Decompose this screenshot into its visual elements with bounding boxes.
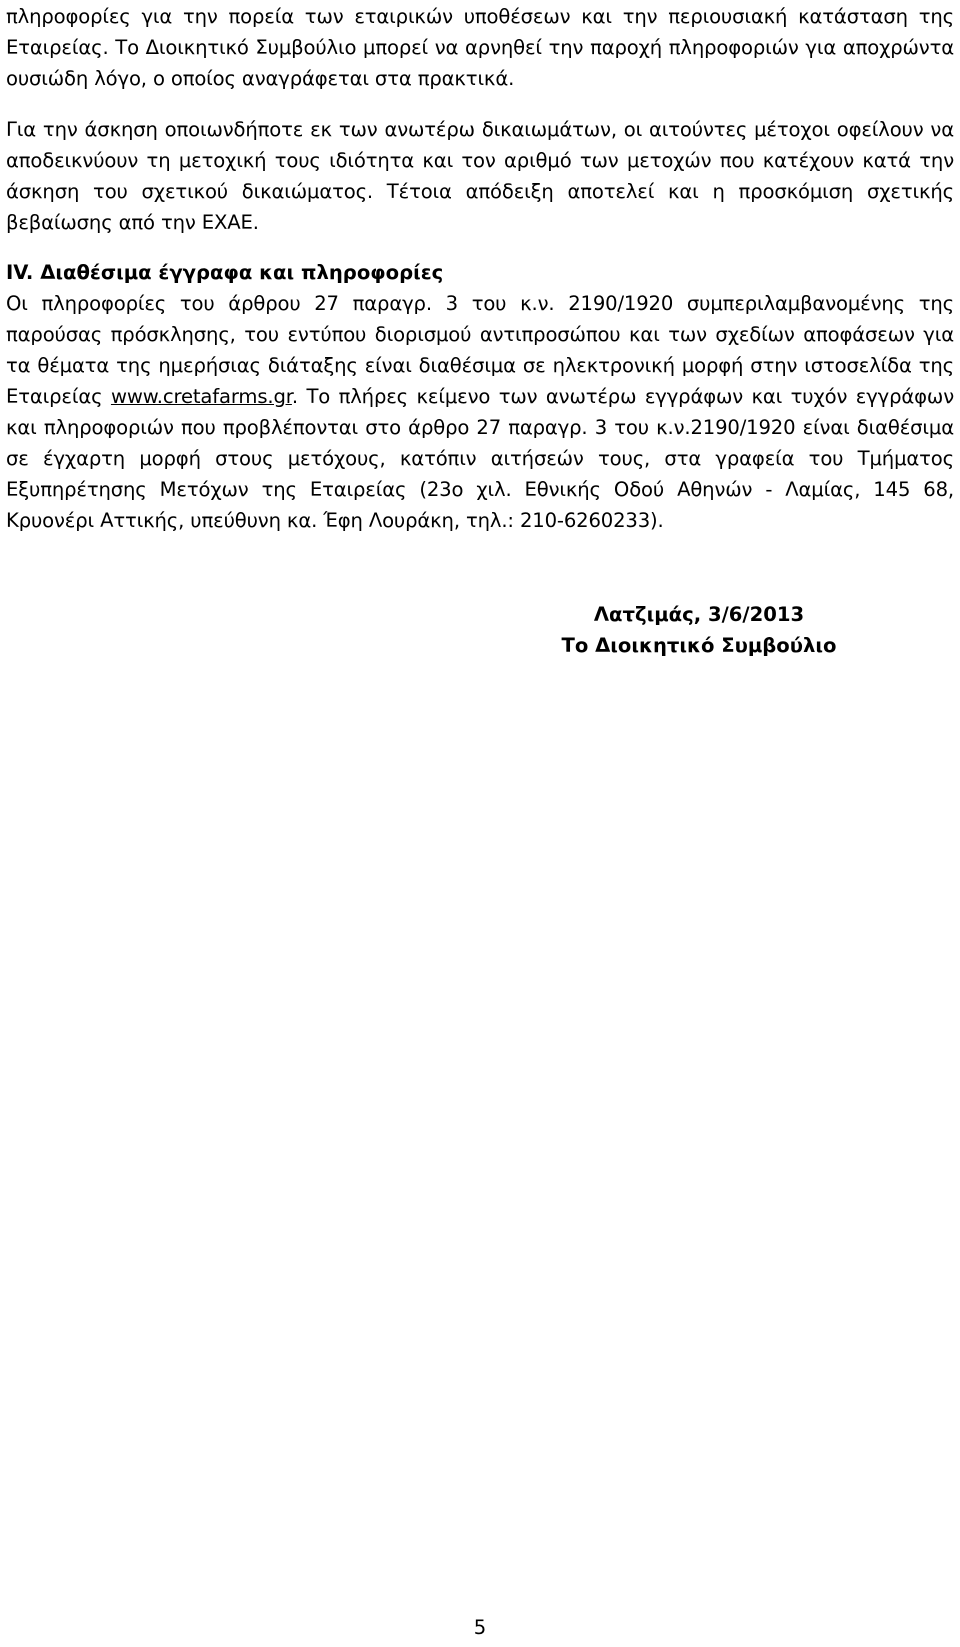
paragraph-shareholder-info: πληροφορίες για την πορεία των εταιρικών υποθέσεων και την περιουσιακή κατάσταση της Εταιρείας. Το Διοικητικό Συμβούλιο μπορεί να αρνηθεί την παροχή πληροφοριών για αποχρώντα ουσιώδη λόγο, ο οποίος αναγράφεται στα πρακτικά. (6, 5, 954, 90)
paragraph-text-before-link: Οι πληροφορίες του άρθρου 27 παραγρ. 3 του κ.ν. 2190/1920 συμπεριλαμβανομένης της παρούσας πρόσκλησης, του εντύπου διορισμού αντιπροσώπου και των σχεδίων αποφάσεων για τα θέματα της ημερήσιας διάταξης είναι διαθέσιμα σε ηλεκτρονική μορφή στην ιστοσελίδα της Εταιρείας (6, 292, 954, 408)
signature-signatory: Το Διοικητικό Συμβούλιο (561, 634, 837, 657)
signature-block (549, 599, 849, 661)
paragraph-rights-exercise: Για την άσκηση οποιωνδήποτε εκ των ανωτέρω δικαιωμάτων, οι αιτούντες μέτοχοι οφείλουν να αποδεικνύουν τη μετοχική τους ιδιότητα και τον αριθμό των μετοχών που κατέχουν κατά την άσκηση του σχετικού δικαιώματος. Τέτοια απόδειξη αποτελεί και η προσκόμιση σχετικής βεβαίωσης από την ΕΧΑΕ. (6, 118, 954, 234)
paragraph-available-documents (6, 288, 954, 536)
page-number: 5 (473, 1616, 487, 1639)
website-link[interactable]: www.cretafarms.gr (110, 385, 292, 408)
section-heading-available-documents: IV. Διαθέσιμα έγγραφα και πληροφορίες (6, 261, 444, 284)
paragraph-text-after-link: . Το πλήρες κείμενο των ανωτέρω εγγράφων και τυχόν εγγράφων και πληροφοριών που προβλέπονται στο άρθρο 27 παραγρ. 3 του κ.ν.2190/1920 είναι διαθέσιμα σε έγχαρτη μορφή στους μετόχους, κατόπιν αιτήσεών τους, στα γραφεία του Τμήματος Εξυπηρέτησης Μετόχων της Εταιρείας (23ο χιλ. Εθνικής Οδού Αθηνών - Λαμίας, 145 68, Κρυονέρι Αττικής, υπεύθυνη κα. Έφη Λουράκη, τηλ.: 210-6260233). (6, 385, 954, 532)
signature-place-date: Λατζιμάς, 3/6/2013 (593, 603, 805, 626)
